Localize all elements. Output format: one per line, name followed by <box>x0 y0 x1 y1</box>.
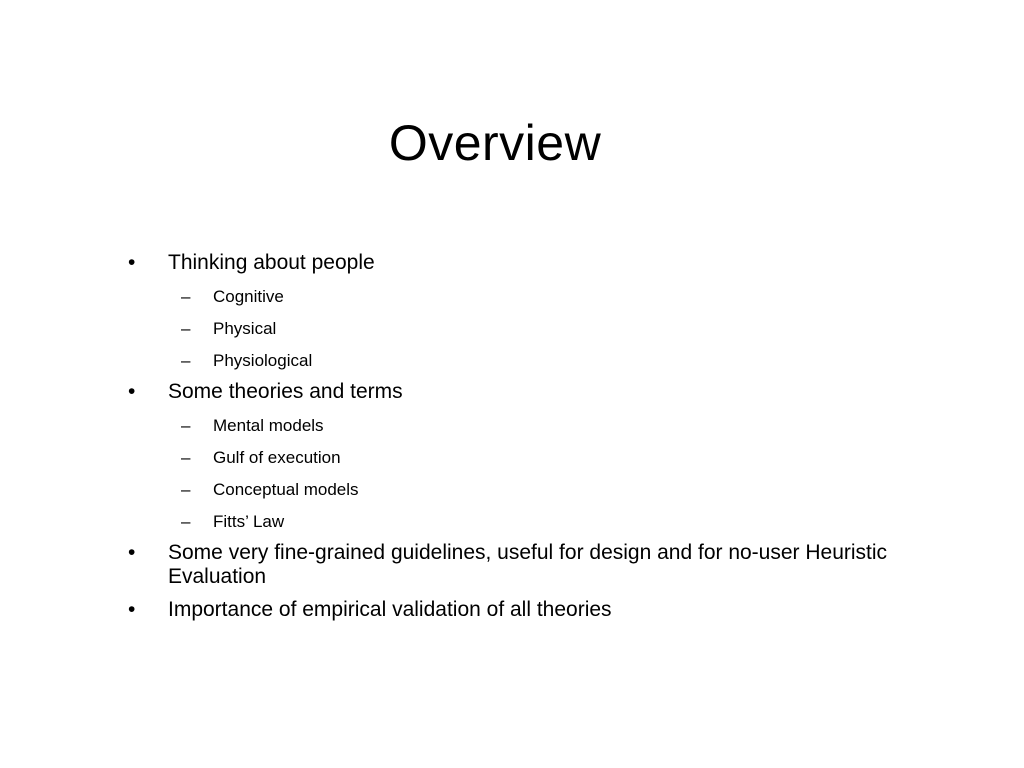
sub-bullet-item <box>128 447 908 468</box>
bullet-text: Importance of empirical validation of all theories <box>168 598 612 621</box>
bullet-marker: • <box>128 380 136 403</box>
sub-bullet-text: Gulf of execution <box>213 448 341 467</box>
sub-bullet-marker: – <box>181 512 191 531</box>
sub-bullet-marker: – <box>181 287 191 306</box>
sub-bullet-item <box>128 350 908 371</box>
slide-title: Overview <box>388 115 602 171</box>
bullet-text: Some very fine-grained guidelines, useful for design and for no-user Heuristic Evaluation <box>168 541 888 588</box>
bullet-item <box>128 598 908 622</box>
bullet-marker: • <box>128 251 136 274</box>
sub-bullet-text: Cognitive <box>213 287 284 306</box>
sub-bullet-item <box>128 415 908 436</box>
sub-bullet-text: Physiological <box>213 351 313 370</box>
sub-bullet-marker: – <box>181 351 191 370</box>
bullet-marker: • <box>128 541 136 564</box>
sub-bullet-text: Fitts’ Law <box>213 512 285 531</box>
bullet-item <box>128 251 908 275</box>
sub-bullet-text: Conceptual models <box>213 480 359 499</box>
sub-bullet-marker: – <box>181 416 191 435</box>
bullet-item <box>128 380 908 404</box>
bullet-text: Some theories and terms <box>168 380 403 403</box>
bullet-item <box>128 541 908 589</box>
bullet-text: Thinking about people <box>168 251 375 274</box>
sub-bullet-marker: – <box>181 319 191 338</box>
sub-bullet-item <box>128 286 908 307</box>
bullet-list <box>128 248 908 622</box>
sub-bullet-marker: – <box>181 448 191 467</box>
sub-bullet-item <box>128 511 908 532</box>
sub-bullet-item <box>128 318 908 339</box>
sub-bullet-text: Physical <box>213 319 277 338</box>
sub-bullet-item <box>128 479 908 500</box>
sub-bullet-text: Mental models <box>213 416 324 435</box>
bullet-marker: • <box>128 598 136 621</box>
sub-bullet-marker: – <box>181 480 191 499</box>
